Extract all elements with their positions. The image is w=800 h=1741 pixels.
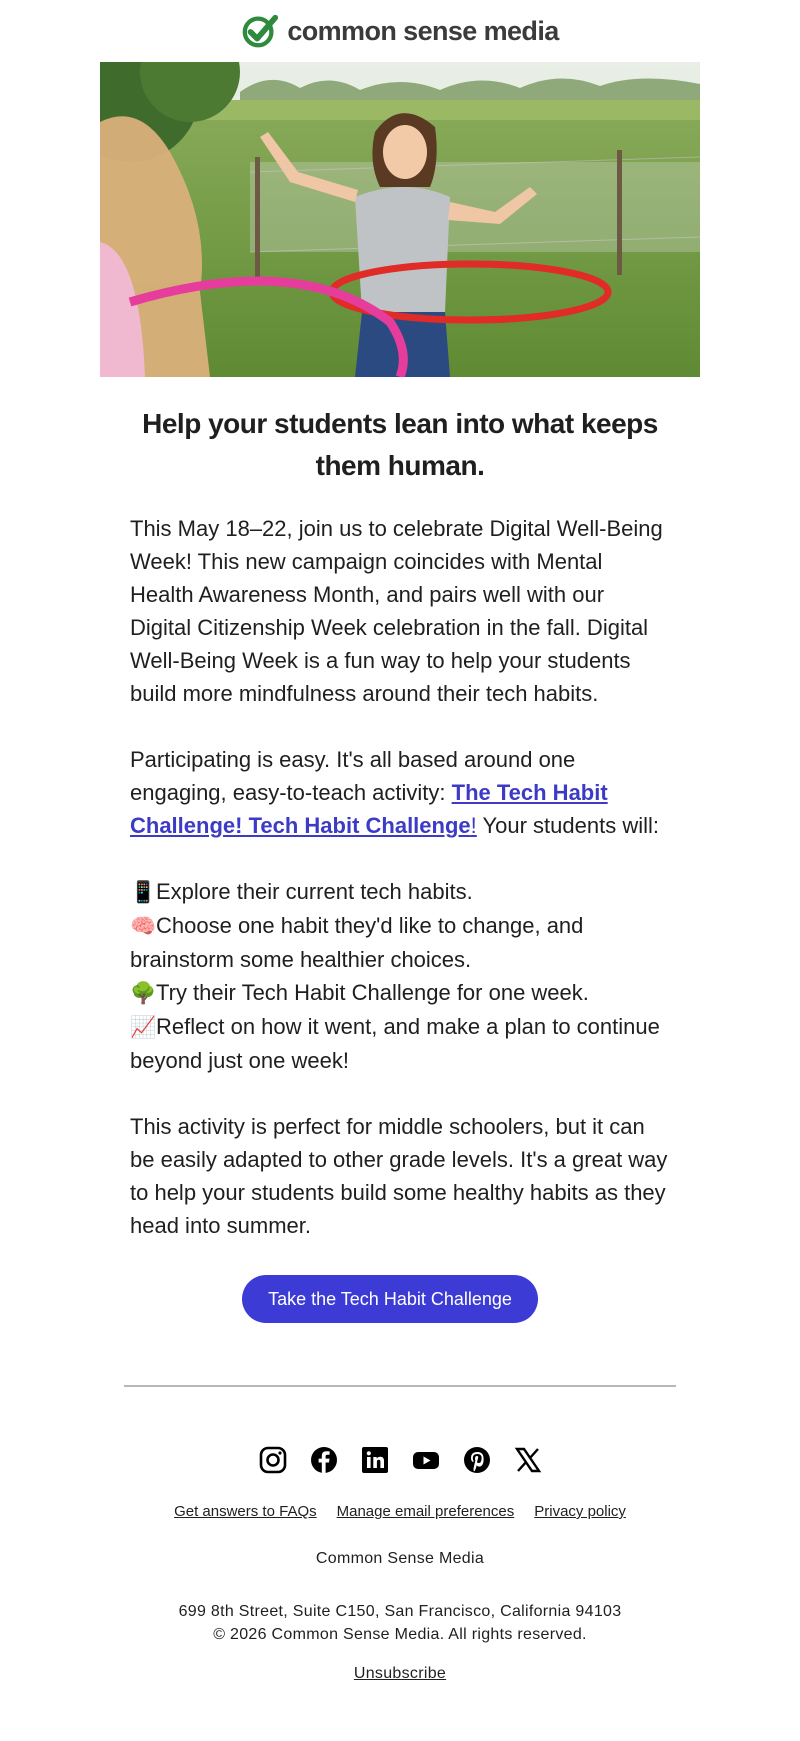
youtube-icon[interactable] (411, 1445, 441, 1475)
unsubscribe-container (0, 1665, 800, 1683)
footer-links (0, 1503, 800, 1520)
step-text: Choose one habit they'd like to change, and brainstorm some healthier choices. (130, 913, 584, 972)
list-item (130, 1010, 670, 1077)
list-item (130, 976, 670, 1010)
link-punctuation: ! (470, 813, 477, 838)
tree-icon: 🌳 (130, 981, 157, 1005)
organization-name: Common Sense Media (315, 1550, 485, 1567)
checkmark-logo-icon (241, 12, 279, 50)
participate-after-text: Your students will: (476, 813, 660, 838)
headline: Help your students lean into what keeps them human. (142, 408, 658, 481)
brain-icon: 🧠 (130, 914, 157, 938)
copyright: © 2026 Common Sense Media. All rights reserved. (213, 1626, 587, 1643)
social-icons (0, 1445, 800, 1475)
participate-text: Participating is easy. It's all based around one engaging, easy-to-teach activity: (130, 747, 576, 805)
unsubscribe-link[interactable]: Unsubscribe (353, 1665, 447, 1682)
list-item (130, 909, 670, 976)
step-text: Explore their current tech habits. (156, 879, 473, 904)
tech-habit-challenge-link-text: The Tech Habit Challenge! Tech Habit Challenge (130, 780, 608, 838)
header-logo[interactable] (0, 0, 800, 62)
body-copy (130, 512, 670, 1242)
step-text: Try their Tech Habit Challenge for one week. (156, 980, 589, 1005)
logo-wordmark: common sense media (287, 15, 559, 46)
chart-increasing-icon: 📈 (130, 1015, 157, 1039)
steps-list (130, 875, 670, 1077)
privacy-policy-link[interactable]: Privacy policy (534, 1503, 626, 1520)
cta-container (0, 1275, 800, 1325)
step-text: Reflect on how it went, and make a plan to continue beyond just one week! (130, 1014, 660, 1073)
take-challenge-button[interactable]: Take the Tech Habit Challenge (242, 1275, 538, 1323)
closing-paragraph: This activity is perfect for middle schoolers, but it can be easily adapted to other grade levels. It's a great way to help your students build some healthy habits as they head into summer. (130, 1114, 668, 1238)
facebook-icon[interactable] (309, 1445, 339, 1475)
linkedin-icon[interactable] (360, 1445, 390, 1475)
intro-paragraph: This May 18–22, join us to celebrate Digital Well-Being Week! This new campaign coincides with Mental Health Awareness Month, and pairs well with our Digital Citizenship Week celebration in the fall. Digital Well-Being Week is a fun way to help your students build more mindfulness around their tech habits. (130, 516, 663, 706)
email-preferences-link[interactable]: Manage email preferences (336, 1503, 515, 1520)
instagram-icon[interactable] (258, 1445, 288, 1475)
footer-address-block (0, 1600, 800, 1646)
faq-link[interactable]: Get answers to FAQs (174, 1503, 317, 1520)
participate-paragraph (130, 743, 670, 842)
phone-icon: 📱 (130, 880, 157, 904)
x-icon[interactable] (513, 1445, 543, 1475)
pinterest-icon[interactable] (462, 1445, 492, 1475)
list-item (130, 875, 670, 909)
divider (124, 1385, 676, 1387)
address: 699 8th Street, Suite C150, San Francisco, California 94103 (178, 1603, 622, 1620)
hero-photo (100, 62, 700, 377)
